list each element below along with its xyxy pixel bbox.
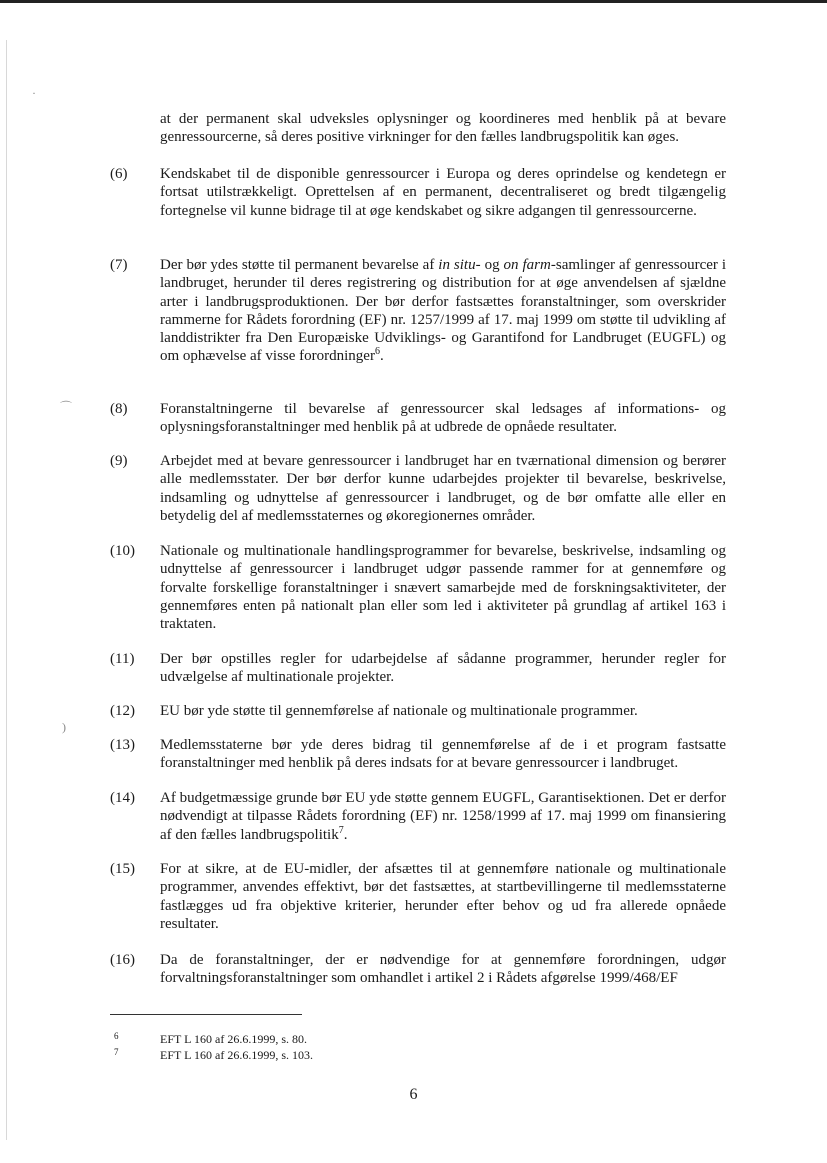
recital-text: Der bør ydes støtte til permanent bevarelse af in situ- og on farm-samlinger af genressourcer i landbruget, herunder til deres registrering og distribution for at øge anvendelsen af sjældne arter i landbrugsproduktionen. Der bør derfor fastsættes foranstaltninger, som overskrider rammerne for Rådets forordning (EF) nr. 1257/1999 af 17. maj 1999 om støtte til udvikling af landdistrikter fra Den Europæiske Udviklings- og Garantifond for Landbruget (EUGFL) og om ophævelse af visse forordninger$^6$.: [160, 257, 727, 365]
recital-number: (15): [110, 861, 135, 877]
intro-text: at der permanent skal udveksles oplysninger og koordineres med henblik på at bevare genressourcerne, så deres positive virkninger for den fælles landbrugspolitik kan øges.: [160, 111, 726, 146]
scan-speck: ·: [32, 86, 36, 100]
recital-number: (11): [110, 651, 135, 667]
recital-number: (7): [110, 257, 128, 273]
page-number: 6: [409, 1086, 418, 1103]
scan-speck: ): [62, 720, 66, 734]
scan-speck: ⌒: [60, 400, 73, 414]
footnote-ref-6: 6: [374, 346, 380, 358]
recital-number: (8): [110, 401, 128, 417]
recital-number: (10): [110, 543, 135, 559]
recital-number: (6): [110, 166, 128, 182]
recital-number: (16): [110, 952, 135, 968]
recital-text: For at sikre, at de EU-midler, der afsættes til at gennemføre nationale og multinationale programmer, anvendes effektivt, bør det fastsættes, at startbevillingerne til medlemsstaterne fastlægges ud fra objektive kriterier, herunder efter behov og ud fra allerede opnåede resultater.: [160, 861, 726, 932]
recital-text: EU bør yde støtte til gennemførelse af nationale og multinationale programmer.: [160, 703, 638, 719]
recital-text: Foranstaltningerne til bevarelse af genressourcer skal ledsages af informations- og oplysningsforanstaltninger med henblik på at udbrede de opnåede resultater.: [160, 401, 726, 436]
recital-text: Medlemsstaterne bør yde deres bidrag til gennemførelse af de i et program fastsatte foranstaltninger med henblik på deres indsats for at bevare genressourcer i landbruget.: [160, 737, 726, 772]
recital-text: Arbejdet med at bevare genressourcer i landbruget har en tværnational dimension og berører alle medlemsstater. Der bør derfor kunne udarbejdes projekter til bevarelse, beskrivelse, indsamling og udnyttelse af genressourcer i landbruget, og de bør omfatte alle eller en betydelig del af medlemsstaternes og økoregionernes områder.: [160, 453, 726, 524]
recital-number: (14): [110, 790, 135, 806]
footnote-mark: 6: [114, 1031, 119, 1041]
footnote-text: EFT L 160 af 26.6.1999, s. 80.: [160, 1032, 307, 1046]
footnote-mark: 7: [114, 1047, 119, 1057]
footnote-text: EFT L 160 af 26.6.1999, s. 103.: [160, 1048, 313, 1062]
recital-text: Af budgetmæssige grunde bør EU yde støtte gennem EUGFL, Garantisektionen. Det er derfor nødvendigt at tilpasse Rådets forordning (EF) nr. 1258/1999 af 17. maj 1999 om finansiering af den fælles landbrugspolitik$^7$.: [160, 790, 726, 843]
recital-number: (13): [110, 737, 135, 753]
scan-margin-line: [6, 40, 7, 1140]
recital-text: Da de foranstaltninger, der er nødvendige for at gennemføre forordningen, udgør forvaltningsforanstaltninger som omhandlet i artikel 2 i Rådets afgørelse 1999/468/EF: [160, 952, 726, 987]
recital-text: Kendskabet til de disponible genressourcer i Europa og deres oprindelse og kendetegn er fortsat utilstrækkeligt. Oprettelsen af en permanent, decentraliseret og bredt tilgængelig fortegnelse vil kunne bidrage til at øge kendskabet og sikre adgangen til genressourcerne.: [160, 166, 726, 219]
recital-number: (9): [110, 453, 128, 469]
footnote-divider: [110, 1014, 302, 1015]
recital-text: Nationale og multinationale handlingsprogrammer for bevarelse, beskrivelse, indsamling og udnyttelse af genressourcer i landbruget udgør passende rammer for at gennemføre og forvalte forskellige foranstaltninger i snævert samarbejde med de forskningsaktiviteter, der gennemføres enten på nationalt plan eller som led i aktiviteter på grundlag af artikel 163 i traktaten.: [160, 543, 726, 633]
footnote-ref-7: 7: [338, 824, 344, 836]
recital-number: (12): [110, 703, 135, 719]
recital-text: Der bør opstilles regler for udarbejdelse af sådanne programmer, herunder regler for udvælgelse af multinationale projekter.: [160, 651, 726, 686]
scan-top-edge: [0, 0, 827, 3]
